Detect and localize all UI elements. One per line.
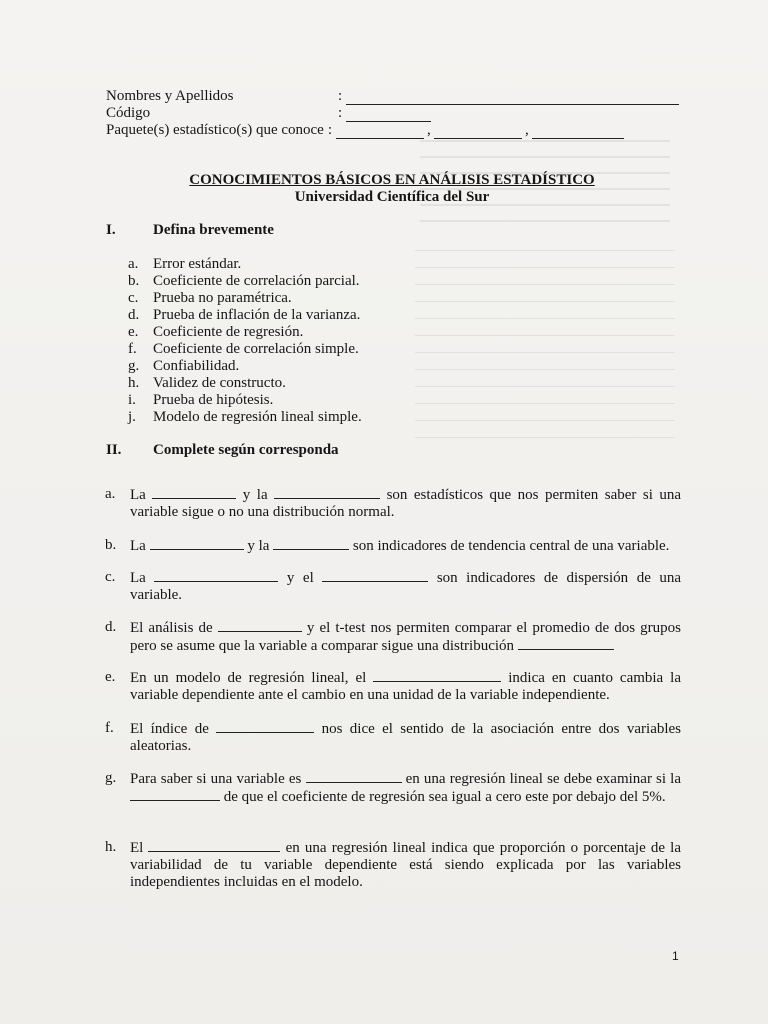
document-title: CONOCIMIENTOS BÁSICOS EN ANÁLISIS ESTADÍSTICO: [189, 172, 595, 188]
package-field-2[interactable]: [434, 125, 522, 139]
text-segment: y la: [242, 487, 268, 503]
question-key: h.: [105, 839, 117, 855]
item-key: g.: [128, 358, 140, 374]
definitions-list: [128, 256, 362, 426]
answer-blank[interactable]: [322, 569, 428, 582]
text-segment: nos dice el sentido de la asociación entre dos variables aleatorias.: [130, 721, 682, 754]
item-text: Prueba de hipótesis.: [153, 392, 274, 408]
page-number: 1: [672, 949, 679, 963]
text-segment: son indicadores de tendencia central de una variable.: [352, 538, 670, 554]
question-f: [105, 720, 681, 755]
question-key: d.: [105, 619, 117, 635]
question-text: [130, 839, 681, 891]
question-key: f.: [105, 720, 114, 736]
item-text: Coeficiente de correlación simple.: [153, 341, 359, 357]
list-item: [128, 375, 362, 392]
bleed-through-table: [415, 250, 675, 450]
question-h: [105, 839, 681, 891]
question-key: c.: [105, 569, 116, 585]
text-segment: El índice de: [130, 721, 209, 737]
item-text: Error estándar.: [153, 256, 242, 272]
item-text: Prueba no paramétrica.: [153, 290, 292, 306]
question-g: [105, 770, 681, 806]
question-text: [130, 669, 681, 704]
question-text: [130, 770, 681, 806]
answer-blank[interactable]: [306, 770, 402, 783]
item-key: e.: [128, 324, 139, 340]
code-row: [106, 105, 679, 122]
name-row: [106, 88, 679, 105]
item-key: f.: [128, 341, 137, 357]
item-key: a.: [128, 256, 139, 272]
question-text: [130, 486, 681, 521]
answer-blank[interactable]: [218, 619, 302, 632]
question-text: [130, 537, 681, 555]
item-text: Confiabilidad.: [153, 358, 240, 374]
text-segment: son indicadores de dispersión de una variable.: [130, 570, 682, 603]
answer-blank[interactable]: [274, 486, 380, 499]
answer-blank[interactable]: [373, 669, 501, 682]
question-d: [105, 619, 681, 655]
list-item: [128, 409, 362, 426]
item-text: Modelo de regresión lineal simple.: [153, 409, 362, 425]
comma: ,: [426, 122, 431, 138]
question-e: [105, 669, 681, 704]
answer-blank[interactable]: [518, 637, 614, 650]
question-key: g.: [105, 770, 117, 786]
text-segment: El: [130, 840, 144, 856]
item-text: Coeficiente de correlación parcial.: [153, 273, 360, 289]
item-key: i.: [128, 392, 136, 408]
answer-blank[interactable]: [154, 569, 278, 582]
section-number: II.: [106, 442, 122, 458]
text-segment: son estadísticos que nos permiten saber si una variable sigue o no una distribución normal.: [130, 487, 682, 520]
code-field[interactable]: [346, 108, 431, 122]
text-segment: indica en cuanto cambia la variable dependiente ante el cambio en una unidad de la variable independiente.: [130, 670, 682, 703]
question-key: b.: [105, 537, 117, 553]
item-text: Coeficiente de regresión.: [153, 324, 304, 340]
answer-blank[interactable]: [150, 537, 244, 550]
item-key: h.: [128, 375, 140, 391]
answer-blank[interactable]: [273, 537, 349, 550]
text-segment: de que el coeficiente de regresión sea igual a cero este por debajo del 5%.: [223, 789, 666, 805]
item-key: c.: [128, 290, 139, 306]
item-key: d.: [128, 307, 140, 323]
question-key: e.: [105, 669, 116, 685]
question-key: a.: [105, 486, 116, 502]
answer-blank[interactable]: [216, 720, 314, 733]
question-b: [105, 537, 681, 555]
text-segment: y el t-test nos permiten comparar el promedio de dos grupos pero se asume que la variable a comparar sigue una distribución: [130, 620, 682, 654]
text-segment: y el: [286, 570, 314, 586]
question-a: [105, 486, 681, 521]
question-c: [105, 569, 681, 604]
section-1-heading: [106, 222, 274, 239]
package-field-1[interactable]: [336, 125, 424, 139]
item-key: j.: [128, 409, 136, 425]
text-segment: y la: [247, 538, 270, 554]
name-label: Nombres y Apellidos: [106, 88, 234, 104]
list-item: [128, 324, 362, 341]
university-name: Universidad Científica del Sur: [294, 189, 490, 205]
text-segment: Para saber si una variable es: [130, 771, 302, 787]
packages-label: Paquete(s) estadístico(s) que conoce: [106, 122, 324, 138]
section-title: Defina brevemente: [153, 222, 274, 238]
name-field[interactable]: [346, 91, 679, 105]
text-segment: en una regresión lineal indica que proporción o porcentaje de la variabilidad de tu variable dependiente está siendo explicada por las variables independientes incluidas en el modelo.: [130, 840, 682, 890]
section-number: I.: [106, 222, 116, 238]
text-segment: La: [130, 487, 146, 503]
packages-row: [106, 122, 679, 139]
question-text: [130, 619, 681, 655]
question-text: [130, 569, 681, 604]
colon: :: [327, 122, 333, 138]
answer-blank[interactable]: [152, 486, 236, 499]
colon: :: [338, 88, 343, 104]
list-item: [128, 273, 362, 290]
list-item: [128, 307, 362, 324]
list-item: [128, 290, 362, 307]
comma: ,: [524, 122, 529, 138]
item-key: b.: [128, 273, 140, 289]
colon: :: [338, 105, 343, 121]
text-segment: En un modelo de regresión lineal, el: [130, 670, 367, 686]
answer-blank[interactable]: [148, 839, 280, 852]
list-item: [128, 358, 362, 375]
answer-blank[interactable]: [130, 788, 220, 801]
code-label: Código: [106, 105, 151, 121]
list-item: [128, 256, 362, 273]
text-segment: en una regresión lineal se debe examinar si la: [405, 771, 682, 787]
section-2-heading: [106, 442, 339, 459]
text-segment: El análisis de: [130, 620, 213, 636]
list-item: [128, 392, 362, 409]
item-text: Prueba de inflación de la varianza.: [153, 307, 361, 323]
section-title: Complete según corresponda: [153, 442, 339, 458]
student-info-header: [106, 88, 679, 139]
text-segment: La: [130, 538, 146, 554]
question-text: [130, 720, 681, 755]
item-text: Validez de constructo.: [153, 375, 286, 391]
package-field-3[interactable]: [532, 125, 624, 139]
text-segment: La: [130, 570, 146, 586]
list-item: [128, 341, 362, 358]
